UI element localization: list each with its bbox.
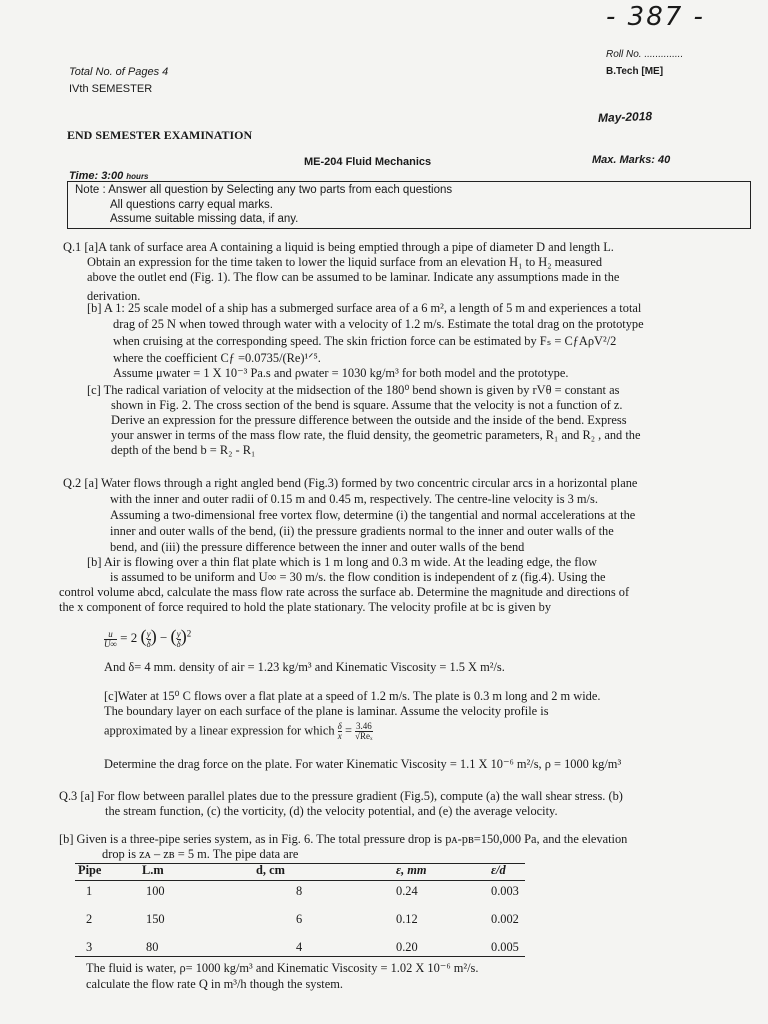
frac-den-x: x — [337, 731, 342, 741]
q2c-eq: = — [344, 723, 352, 738]
formula-square: 2 — [186, 628, 192, 639]
note-line-1: Note : Answer all question by Selecting any two parts from each questions — [75, 184, 453, 196]
paren-close-2: ) — [180, 626, 187, 646]
table-header-row — [78, 861, 551, 879]
q3b-after-1: The fluid is water, ρ= 1000 kg/m³ and Kinematic Viscosity = 1.02 X 10⁻⁶ m²/s. — [86, 961, 479, 975]
cell-roughness: 0.24 — [396, 883, 418, 898]
q2a-line-1: Q.2 [a] Water flows through a right angled bend (Fig.3) formed by two concentric circular arcs in a horizontal plane — [63, 476, 638, 490]
formula-eq: = 2 — [120, 630, 138, 645]
q2b-line-4: the x component of force required to hold the plate stationary. The velocity profile at bc is given by — [59, 600, 552, 614]
th-relative-roughness: ε/d — [491, 862, 506, 877]
q1b-line-1: [b] A 1: 25 scale model of a ship has a submerged surface area of a 6 m², a length of 5 m and experiences a total — [87, 301, 642, 315]
course-title: ME-204 Fluid Mechanics — [304, 156, 432, 168]
frac-num-y1: y — [146, 628, 151, 639]
q2c-line-1: [c]Water at 15⁰ C flows over a flat plate at a speed of 1.2 m/s. The plate is 0.3 m long and 2 m wide. — [104, 689, 601, 703]
exam-date: May-2018 — [597, 109, 653, 125]
q1a-line-3: above the outlet end (Fig. 1). The flow can be assumed to be laminar. Indicate any assumptions made in the — [87, 270, 620, 284]
q1c-line-5: depth of the bend b = R₂ - R₁ — [111, 443, 256, 457]
velocity-profile-formula — [104, 626, 191, 649]
frac-den-rex: √Reₓ — [355, 731, 373, 741]
pipe-data-table — [78, 861, 551, 959]
q3b-line-2: drop is zᴀ – zʙ = 5 m. The pipe data are — [102, 847, 299, 861]
cell-roughness: 0.20 — [396, 939, 418, 954]
cell-length: 100 — [146, 883, 165, 898]
paren-open-2: ( — [170, 626, 177, 646]
q2b-line-3: control volume abcd, calculate the mass flow rate across the surface ab. Determine the magnitude and directions of — [59, 585, 630, 599]
q1c-line-2: shown in Fig. 2. The cross section of the bend is square. Assume that the velocity is not a function of z. — [111, 398, 623, 412]
q1b-line-2: drag of 25 N when towed through water with a velocity of 1.2 m/s. Estimate the total drag on the prototype — [113, 317, 644, 331]
frac-den-d1: δ — [146, 638, 151, 649]
cell-relative-roughness: 0.002 — [491, 911, 519, 926]
cell-relative-roughness: 0.005 — [491, 939, 519, 954]
q2a-line-2: with the inner and outer radii of 0.15 m and 0.45 m, respectively. The centre-line velocity is 3 m/s. — [110, 492, 598, 506]
q3a-line-2: the stream function, (c) the vorticity, (d) the velocity potential, and (e) the average velocity. — [105, 804, 558, 818]
q1c-line-4: your answer in terms of the mass flow rate, the fluid density, the geometric parameters, R₁ and R₂ , and the — [111, 428, 641, 442]
time-value: Time: 3:00 — [69, 170, 124, 182]
cell-relative-roughness: 0.003 — [491, 883, 519, 898]
q1b-line-4: where the coefficient Cƒ =0.0735/(Re)¹ᐟ⁵. — [113, 351, 321, 365]
frac-num-346: 3.46 — [355, 721, 372, 731]
cell-length: 150 — [146, 911, 165, 926]
cell-pipe: 3 — [86, 939, 93, 954]
table-row — [78, 935, 551, 959]
q2a-line-3: Assuming a two-dimensional free vortex flow, determine (i) the tangential and normal accelerations at the — [110, 508, 636, 522]
cell-length: 80 — [146, 939, 159, 954]
handwritten-number: - 387 - — [606, 2, 705, 32]
q2c-last: Determine the drag force on the plate. For water Kinematic Viscosity = 1.1 X 10⁻⁶ m²/s, ρ = 1000 kg/m³ — [104, 757, 622, 771]
q2b-line-2: is assumed to be uniform and U∞ = 30 m/s. the flow condition is independent of z (fig.4). Using the — [110, 570, 606, 584]
table-row — [78, 903, 551, 935]
q2a-line-4: inner and outer walls of the bend, (ii) the pressure gradients normal to the inner and outer walls of the — [110, 524, 614, 538]
frac-num-y2: y — [176, 628, 181, 639]
table-row — [78, 879, 551, 903]
q1c-line-1: [c] The radical variation of velocity at the midsection of the 180⁰ bend shown is given by rVθ = constant as — [87, 383, 620, 397]
time-unit: hours — [126, 172, 149, 181]
th-length: L.m — [142, 862, 164, 877]
q2a-line-5: bend, and (iii) the pressure difference between the inner and outer walls of the bend — [110, 540, 525, 554]
frac-num-delta: δ — [337, 721, 342, 731]
exam-title: END SEMESTER EXAMINATION — [67, 128, 253, 142]
cell-diameter: 8 — [296, 883, 303, 898]
rex-fraction — [355, 722, 373, 741]
cell-pipe: 1 — [86, 883, 93, 898]
cell-diameter: 6 — [296, 911, 303, 926]
th-roughness: ε, mm — [396, 862, 427, 877]
note-line-3: Assume suitable missing data, if any. — [110, 213, 299, 225]
q1c-line-3: Derive an expression for the pressure difference between the outside and the inside of the bend. Express — [111, 413, 627, 427]
roll-no: Roll No. .............. — [606, 49, 684, 60]
q3b-line-1: [b] Given is a three-pipe series system, as in Fig. 6. The total pressure drop is pᴀ-pʙ=150,000 Pa, and the elevation — [59, 832, 628, 846]
q3b-after-2: calculate the flow rate Q in m³/h though the system. — [86, 977, 343, 991]
note-line-2: All questions carry equal marks. — [110, 199, 273, 211]
formula-minus: − — [159, 630, 168, 645]
q1b-line-3: when cruising at the corresponding speed. The skin friction force can be estimated by Fₛ = CƒAρV²/2 — [113, 334, 617, 348]
cell-roughness: 0.12 — [396, 911, 418, 926]
cell-pipe: 2 — [86, 911, 93, 926]
q2c-line-3 — [104, 722, 373, 741]
total-pages: Total No. of Pages 4 — [69, 66, 169, 78]
cell-diameter: 4 — [296, 939, 303, 954]
frac-num-u: u — [104, 630, 117, 640]
q1a-line-4: derivation. — [87, 289, 141, 303]
max-marks: Max. Marks: 40 — [592, 154, 671, 166]
semester: IVth SEMESTER — [69, 83, 153, 95]
th-pipe: Pipe — [78, 862, 102, 877]
th-diameter: d, cm — [256, 862, 285, 877]
u-over-uinf — [104, 630, 117, 649]
q2b-after-formula: And δ= 4 mm. density of air = 1.23 kg/m³ and Kinematic Viscosity = 1.5 X m²/s. — [104, 660, 505, 674]
q1b-line-5: Assume μwater = 1 X 10⁻³ Pa.s and ρwater = 1030 kg/m³ for both model and the prototype. — [113, 366, 569, 380]
q3a-line-1: Q.3 [a] For flow between parallel plates due to the pressure gradient (Fig.5), compute (a) the wall shear stress. (b) — [59, 789, 623, 803]
q1a-line-1: Q.1 [a]A tank of surface area A containing a liquid is being emptied through a pipe of diameter D and length L. — [63, 240, 614, 254]
paren-open-1: ( — [140, 626, 147, 646]
q2c-line-2: The boundary layer on each surface of the plane is laminar. Assume the velocity profile is — [104, 704, 549, 718]
q2c-line-3-text: approximated by a linear expression for which — [104, 723, 335, 738]
q1a-line-2: Obtain an expression for the time taken to lower the liquid surface from an elevation H₁ to H₂ measured — [87, 255, 603, 269]
delta-over-x — [338, 722, 342, 741]
q2b-line-1: [b] Air is flowing over a thin flat plate which is 1 m long and 0.3 m wide. At the leading edge, the flow — [87, 555, 597, 569]
paren-close-1: ) — [150, 626, 157, 646]
program: B.Tech [ME] — [606, 66, 664, 77]
frac-den-d2: δ — [176, 638, 181, 649]
frac-den-uinf: U∞ — [104, 638, 117, 649]
